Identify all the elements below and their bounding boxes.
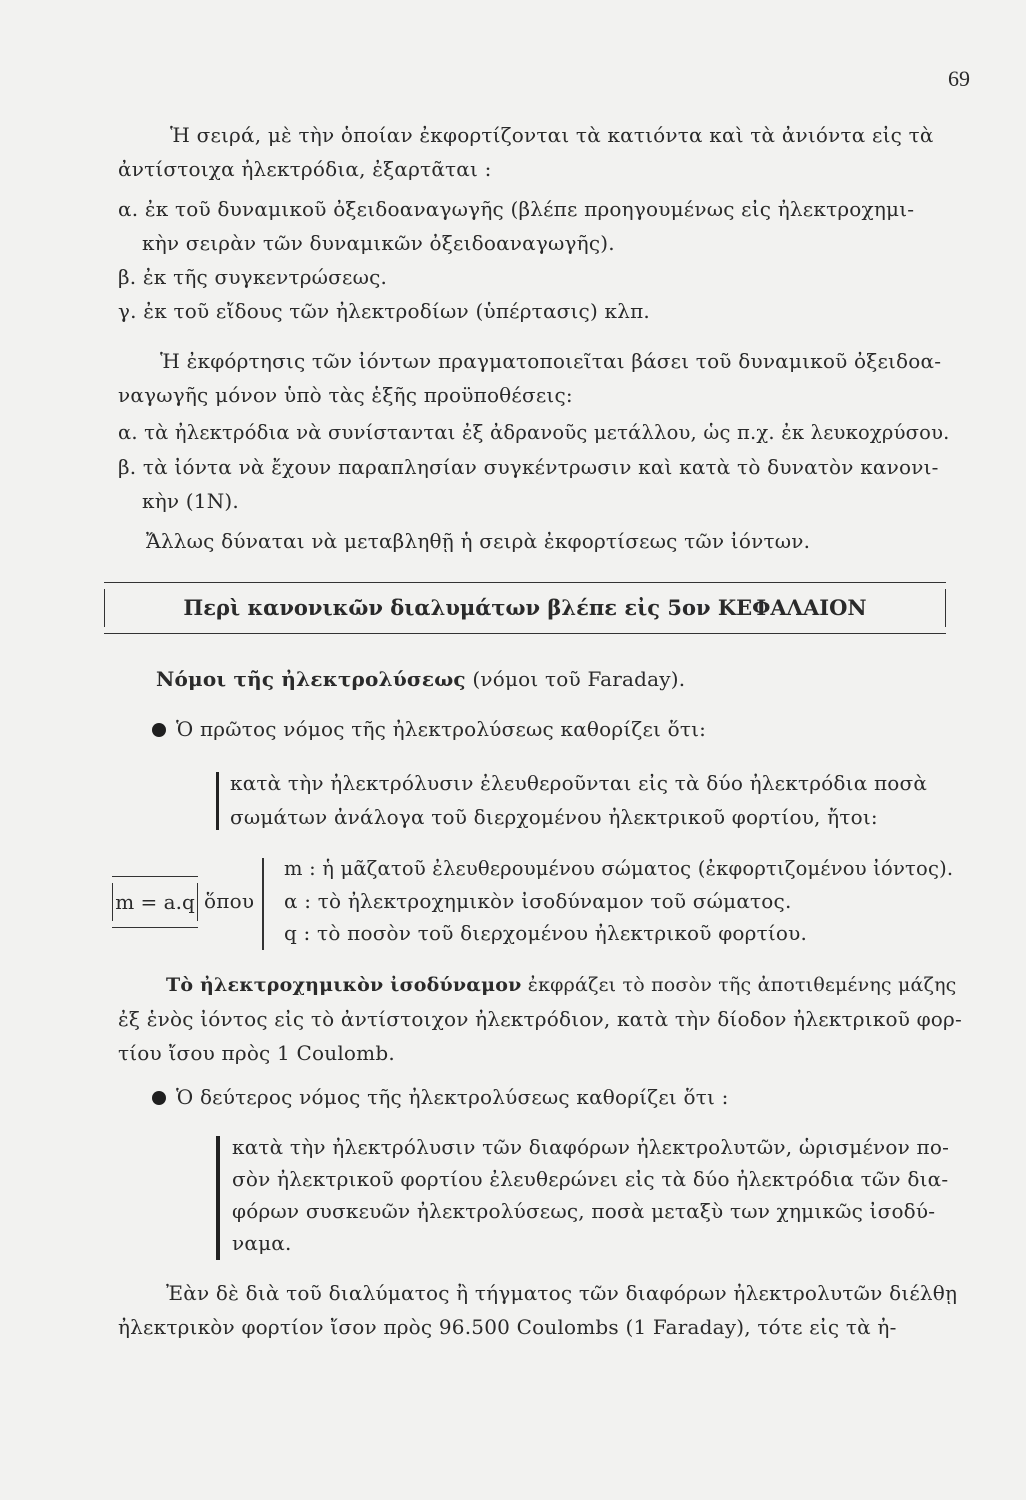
- condition-b-line-1: β. τὰ ἰόντα νὰ ἔχουν παραπλησίαν συγκέντρωσιν καὶ κατὰ τὸ δυνατὸν κανονι-: [118, 455, 939, 479]
- laws-heading: [156, 666, 685, 692]
- page-number: 69: [948, 66, 970, 91]
- condition-b-line-2: κὴν (1Ν).: [142, 489, 239, 513]
- equivalent-line-3: τίου ἴσου πρὸς 1 Coulomb.: [118, 1041, 395, 1065]
- first-law-statement-line-2: σωμάτων ἀνάλογα τοῦ διερχομένου ἠλεκτρικοῦ φορτίου, ἤτοι:: [230, 805, 878, 829]
- laws-heading-rest: (νόμοι τοῦ Faraday).: [465, 667, 686, 691]
- chapter-reference-box: [104, 582, 946, 634]
- factor-a-line-2: κὴν σειρὰν τῶν δυναμικῶν ὀξειδοαναγωγῆς).: [142, 231, 615, 255]
- chapter-reference-title: Περὶ κανονικῶν διαλυμάτων βλέπε εἰς 5ον ΚΕΦΑΛΑΙΟΝ: [183, 595, 867, 620]
- first-law-statement-line-1: κατὰ τὴν ἠλεκτρόλυσιν ἐλευθεροῦνται εἰς τὰ δύο ἠλεκτρόδια ποσὰ: [230, 771, 928, 795]
- laws-heading-bold: Νόμοι τῆς ἠλεκτρολύσεως: [156, 667, 466, 691]
- equivalent-bold: Τὸ ἠλεκτροχημικὸν ἰσοδύναμον: [166, 974, 522, 996]
- bullet-dot: [152, 723, 166, 737]
- quote-bar: [216, 1136, 220, 1260]
- formula-def-a: α : τὸ ἠλεκτροχημικὸν ἰσοδύναμον τοῦ σώματος.: [284, 889, 792, 913]
- formula-divider: [262, 858, 264, 950]
- second-law-statement-line-3: φόρων συσκευῶν ἠλεκτρολύσεως, ποσὰ μεταξὺ των χημικῶς ἰσοδύ-: [232, 1199, 936, 1223]
- factor-b: β. ἐκ τῆς συγκεντρώσεως.: [118, 265, 388, 289]
- equivalent-line-2: ἐξ ἑνὸς ἰόντος εἰς τὸ ἀντίστοιχον ἠλεκτρόδιον, κατὰ τὴν δίοδον ἠλεκτρικοῦ φορ-: [118, 1007, 962, 1031]
- factor-c: γ. ἐκ τοῦ εἴδους τῶν ἠλεκτροδίων (ὑπέρτασις) κλπ.: [118, 299, 650, 323]
- quote-bar: [216, 772, 219, 830]
- discharge-line-2: ναγωγῆς μόνον ὑπὸ τὰς ἑξῆς προϋποθέσεις:: [118, 383, 573, 407]
- formula-def-q: q : τὸ ποσὸν τοῦ διερχομένου ἠλεκτρικοῦ φορτίου.: [284, 921, 808, 945]
- condition-a: α. τὰ ἠλεκτρόδια νὰ συνίστανται ἐξ ἀδρανοῦς μετάλλου, ὡς π.χ. ἐκ λευκοχρύσου.: [118, 421, 950, 444]
- final-line-2: ἠλεκτρικὸν φορτίον ἴσον πρὸς 96.500 Coulombs (1 Faraday), τότε εἰς τὰ ἠ-: [118, 1315, 897, 1339]
- factor-a-line-1: α. ἐκ τοῦ δυναμικοῦ ὀξειδοαναγωγῆς (βλέπε προηγουμένως εἰς ἠλεκτροχημι-: [118, 197, 915, 221]
- discharge-line-1: Ἡ ἐκφόρτησις τῶν ἰόντων πραγματοποιεῖται βάσει τοῦ δυναμικοῦ ὀξειδοα-: [160, 349, 942, 373]
- intro-line-1: Ἡ σειρά, μὲ τὴν ὁποίαν ἐκφορτίζονται τὰ κατιόντα καὶ τὰ ἀνιόντα εἰς τὰ: [170, 123, 934, 147]
- final-line-1: Ἐὰν δὲ διὰ τοῦ διαλύματος ἢ τήγματος τῶν διαφόρων ἠλεκτρολυτῶν διέλθῃ: [166, 1281, 958, 1305]
- formula-def-m: m : ἡ μᾶζατοῦ ἐλευθερουμένου σώματος (ἐκφορτιζομένου ἰόντος).: [284, 857, 954, 880]
- second-law-intro: Ὁ δεύτερος νόμος τῆς ἠλεκτρολύσεως καθορίζει ὅτι :: [176, 1085, 729, 1109]
- equivalent-line-1: [166, 972, 957, 998]
- formula-where: ὅπου: [204, 889, 255, 913]
- bullet-dot: [152, 1091, 166, 1105]
- second-law-statement-line-2: σὸν ἠλεκτρικοῦ φορτίου ἐλευθερώνει εἰς τὰ δύο ἠλεκτρόδια τῶν δια-: [232, 1167, 949, 1191]
- second-law-statement-line-4: ναμα.: [232, 1231, 292, 1255]
- second-law-statement-line-1: κατὰ τὴν ἠλεκτρόλυσιν τῶν διαφόρων ἠλεκτρολυτῶν, ὡρισμένον πο-: [232, 1135, 950, 1159]
- formula-expression: m = a.q: [115, 890, 195, 914]
- first-law-intro: Ὁ πρῶτος νόμος τῆς ἠλεκτρολύσεως καθορίζει ὅτι:: [176, 717, 707, 741]
- discharge-other: Ἄλλως δύναται νὰ μεταβληθῇ ἡ σειρὰ ἐκφορτίσεως τῶν ἰόντων.: [146, 529, 811, 553]
- intro-line-2: ἀντίστοιχα ἠλεκτρόδια, ἐξαρτᾶται :: [118, 157, 492, 181]
- formula-box: [112, 876, 198, 928]
- equivalent-line-1-rest: ἐκφράζει τὸ ποσὸν τῆς ἀποτιθεμένης μάζης: [521, 974, 957, 996]
